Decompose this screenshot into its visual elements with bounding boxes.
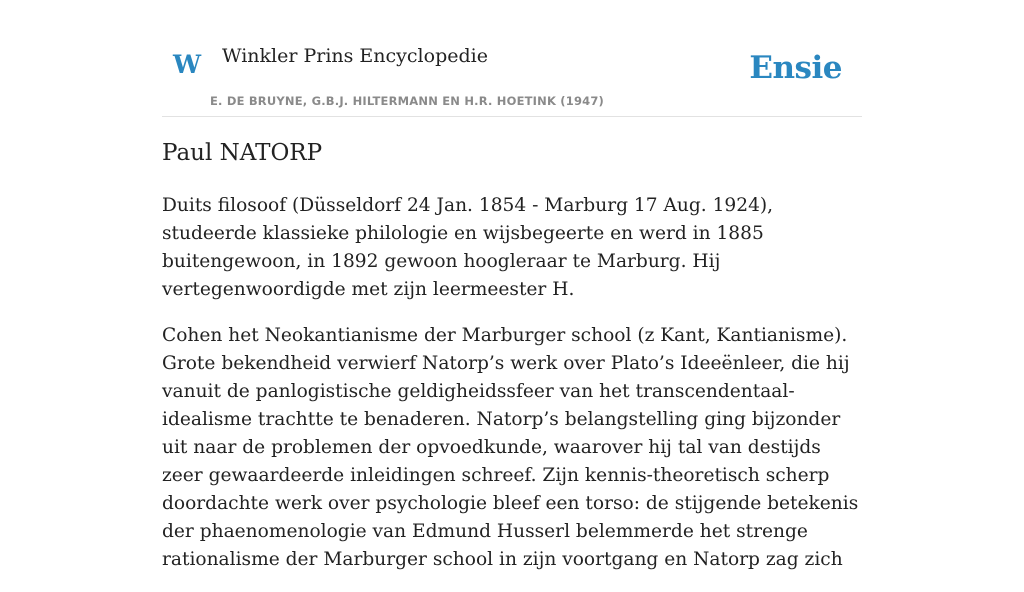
- page-container: [162, 0, 862, 570]
- article-body: [162, 192, 862, 592]
- winkler-prins-logo[interactable]: W: [173, 50, 202, 79]
- authors-line: E. DE BRUYNE, G.B.J. HILTERMANN EN H.R. HOETINK (1947): [210, 94, 605, 108]
- article-title: Paul NATORP: [162, 140, 323, 166]
- article-paragraph: Cohen het Neokantianisme der Marburger school (z Kant, Kantianisme). Grote bekendheid verwierf Natorp’s werk over Plato’s Ideeënleer, die hij vanuit de panlogistische geldigheidssfeer van het transcendentaal-idealisme trachtte te benaderen. Natorp’s belangstelling ging bijzonder uit naar de problemen der opvoedkunde, waarover hij tal van destijds zeer gewaardeerde inleidingen schreef. Zijn kennis-theoretisch scherp doordachte werk over psychologie bleef een torso: de stijgende betekenis der phaenomenologie van Edmund Husserl belemmerde het strenge rationalisme der Marburger school in zijn voortgang en Natorp zag zich: [162, 325, 859, 570]
- ensie-logo[interactable]: Ensie: [749, 50, 842, 86]
- article-paragraph: Duits filosoof (Düsseldorf 24 Jan. 1854 - Marburg 17 Aug. 1924), studeerde klassieke philologie en wijsbegeerte en werd in 1885 buitengewoon, in 1892 gewoon hoogleraar te Marburg. Hij vertegenwoordigde met zijn leermeester H.: [162, 195, 774, 300]
- page-header: [162, 0, 862, 117]
- encyclopedia-title[interactable]: Winkler Prins Encyclopedie: [222, 45, 488, 67]
